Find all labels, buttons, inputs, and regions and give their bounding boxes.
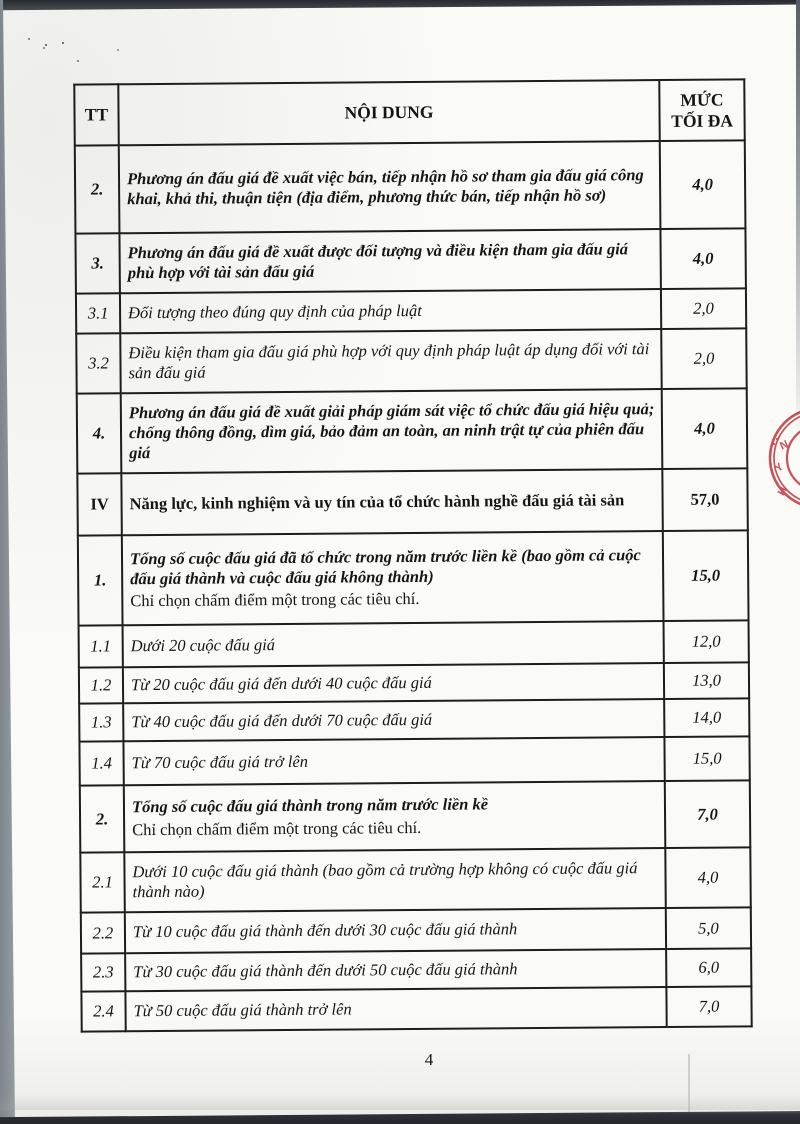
- stamp-letter: H: [775, 485, 791, 498]
- table-row: [79, 698, 749, 741]
- row-score: 4,0: [660, 140, 746, 229]
- row-score: 2,0: [661, 288, 746, 329]
- row-note: Chỉ chọn chấm điểm một trong các tiêu chí.: [130, 589, 420, 611]
- row-score: 4,0: [662, 388, 748, 469]
- row-score: 57,0: [662, 468, 747, 531]
- scan-edge-right: [796, 0, 800, 440]
- row-tt: 3.1: [76, 293, 120, 333]
- row-score: 7,0: [665, 780, 751, 848]
- row-content: Tổng số cuộc đấu giá đã tổ chức trong năm trước liền kề (bao gồm cả cuộc đấu giá thành và cuộc đấu giá không thành) Chỉ chọn chấm điểm một trong các tiêu chí.: [122, 531, 664, 625]
- table-row: [79, 620, 749, 667]
- table-row: [77, 388, 748, 473]
- table-row: [79, 736, 749, 785]
- table-row: [75, 228, 745, 293]
- row-content: Từ 30 cuộc đấu giá thành đến dưới 50 cuộc đấu giá thành: [125, 949, 666, 991]
- row-content: Phương án đấu giá đề xuất giải pháp giám sát việc tổ chức đấu giá hiệu quả; chống thông đồng, dìm giá, bảo đảm an toàn, an ninh trật tự của phiên đấu giá: [121, 389, 663, 473]
- row-score: 4,0: [665, 847, 750, 908]
- row-tt: 4.: [77, 393, 122, 473]
- scoring-table: [73, 78, 752, 1032]
- table-row: [81, 948, 751, 991]
- row-tt: 2.4: [81, 991, 125, 1031]
- table-header-row: [74, 79, 744, 145]
- table-row: [76, 288, 746, 333]
- table-row: [78, 530, 749, 625]
- page-number: 4: [424, 1050, 434, 1069]
- row-content: Tổng số cuộc đấu giá thành trong năm trước liền kề Chỉ chọn chấm điểm một trong các tiêu chí.: [124, 781, 666, 852]
- stamp-dot: [776, 438, 778, 440]
- table-row: [77, 468, 747, 535]
- row-content: Phương án đấu giá đề xuất việc bán, tiếp nhận hồ sơ tham gia đấu giá công khai, khả thi, thuận tiện (địa điểm, phương thức bán, tiếp nhận hồ sơ): [119, 141, 661, 233]
- row-content: Từ 70 cuộc đấu giá trở lên: [123, 737, 664, 785]
- stamp-inner-ring: [787, 425, 800, 491]
- scan-edge-top: [0, 0, 800, 12]
- row-score: 13,0: [664, 662, 749, 699]
- row-score: 15,0: [663, 530, 749, 621]
- scan-speckles: [28, 38, 30, 40]
- table-row: [81, 907, 751, 953]
- row-content: Phương án đấu giá đề xuất được đối tượng và điều kiện tham gia đấu giá phù hợp với tài sản đấu giá: [119, 229, 660, 293]
- row-tt: 2.: [75, 145, 120, 233]
- row-score: 15,0: [664, 736, 749, 781]
- row-tt: 1.3: [79, 703, 123, 741]
- row-tt: 3.: [75, 233, 119, 293]
- row-content: Từ 40 cuộc đấu giá đến dưới 70 cuộc đấu giá: [123, 699, 664, 741]
- scan-edge-left: [0, 0, 18, 1124]
- row-tt: 2.3: [81, 953, 125, 991]
- row-score: 5,0: [666, 907, 751, 949]
- row-tt: 1.: [78, 535, 123, 625]
- stamp-dot: [770, 463, 772, 465]
- row-tt: 1.2: [79, 667, 123, 703]
- scoring-table-container: [73, 78, 750, 1032]
- row-score: 12,0: [664, 620, 749, 663]
- stamp-letter: Y: [772, 461, 787, 475]
- row-content: Từ 20 cuộc đấu giá đến dưới 40 cuộc đấu giá: [123, 663, 664, 703]
- scan-smudge-bottom: [0, 1094, 800, 1110]
- row-content: Dưới 10 cuộc đấu giá thành (bao gồm cả trường hợp không có cuộc đấu giá thành nào): [124, 848, 665, 912]
- row-content: Từ 50 cuộc đấu giá thành trở lên: [125, 987, 666, 1031]
- row-tt: 1.4: [79, 741, 123, 785]
- row-content: Từ 10 cuộc đấu giá thành đến dưới 30 cuộc đấu giá thành: [125, 908, 666, 953]
- row-score: 6,0: [666, 948, 751, 987]
- table-row: [75, 140, 746, 233]
- row-content: Năng lực, kinh nghiệm và uy tín của tổ chức hành nghề đấu giá tài sản: [121, 469, 662, 535]
- row-content: Dưới 20 cuộc đấu giá: [123, 621, 664, 667]
- header-noi-dung: NỘI DUNG: [118, 80, 659, 145]
- row-tt: 3.2: [76, 333, 120, 393]
- row-content: Đối tượng theo đúng quy định của pháp luật: [120, 289, 661, 333]
- table-row: [80, 847, 750, 912]
- stamp-dot: [773, 443, 775, 445]
- header-tt: TT: [74, 84, 118, 145]
- row-score: 7,0: [666, 986, 751, 1027]
- row-tt: 2.: [80, 785, 125, 852]
- row-score: 2,0: [661, 328, 746, 389]
- row-tt: 2.1: [80, 852, 124, 912]
- row-tt: 1.1: [79, 625, 123, 667]
- row-score: 4,0: [660, 228, 745, 289]
- table-row: [81, 986, 751, 1031]
- row-score: 14,0: [664, 698, 749, 737]
- red-seal-stamp-partial: [766, 392, 800, 527]
- table-row: [80, 780, 751, 852]
- row-content: Điều kiện tham gia đấu giá phù hợp với quy định pháp luật áp dụng đối với tài sản đấu giá: [120, 329, 661, 393]
- row-tt: 2.2: [81, 912, 125, 953]
- table-row: [79, 662, 749, 703]
- row-tt: IV: [77, 473, 121, 535]
- row-note: Chỉ chọn chấm điểm một trong các tiêu chí.: [132, 817, 422, 839]
- table-row: [76, 328, 746, 393]
- stamp-letter: N: [778, 438, 791, 453]
- header-muc-toi-da: MỨC TỐI ĐA: [659, 79, 744, 141]
